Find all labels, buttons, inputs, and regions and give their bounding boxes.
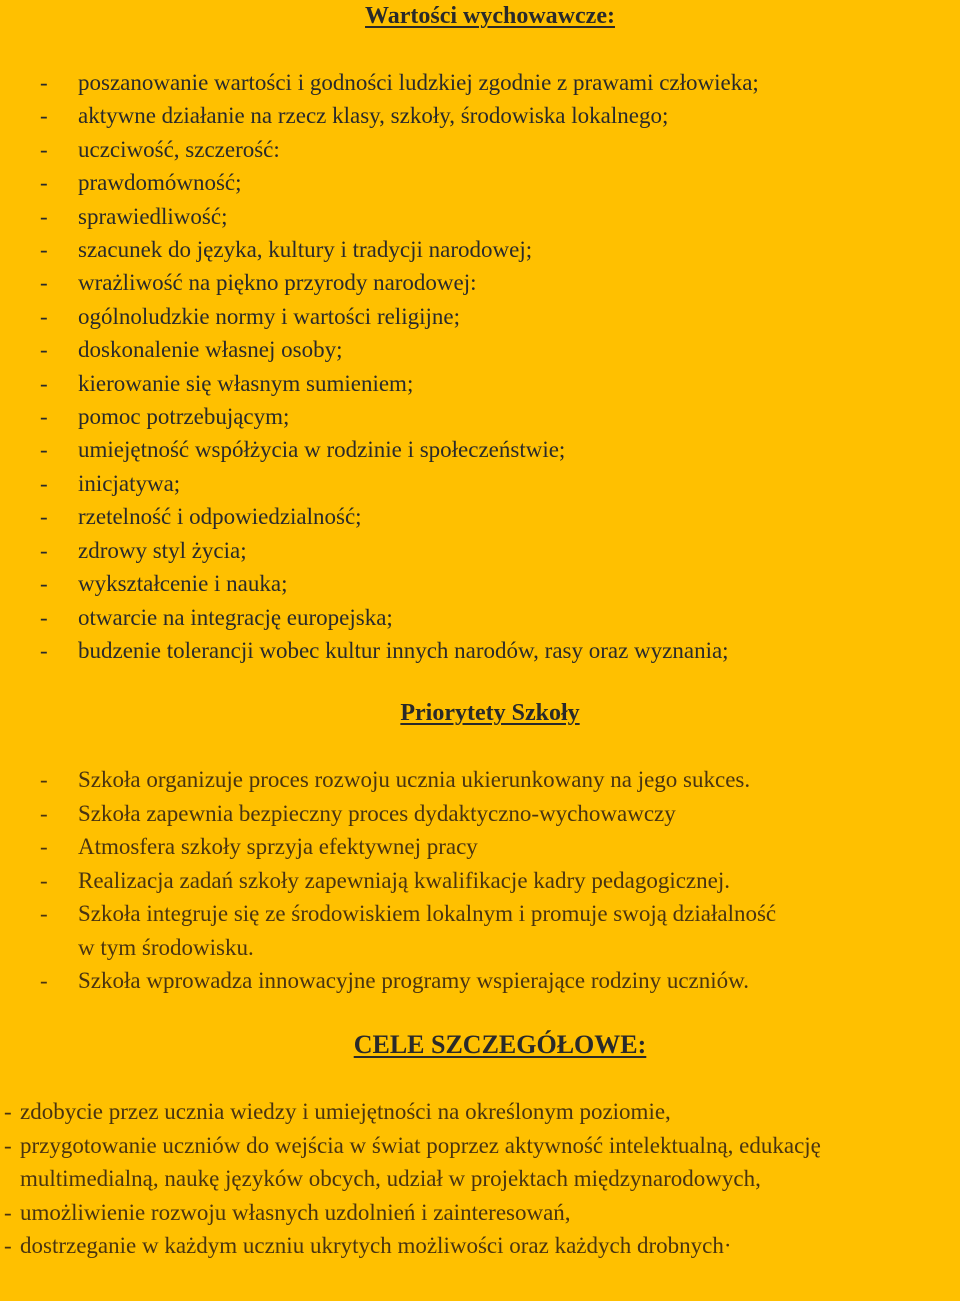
values-list xyxy=(0,66,960,667)
list-item: - ogólnoludzkie normy i wartości religijne; xyxy=(0,300,960,333)
list-item: - Szkoła wprowadza innowacyjne programy wspierające rodziny uczniów. xyxy=(0,964,960,998)
section-heading-goals: CELE SZCZEGÓŁOWE: xyxy=(353,1030,647,1059)
list-item: - otwarcie na integrację europejska; xyxy=(0,601,960,634)
list-item: - rzetelność i odpowiedzialność; xyxy=(0,500,960,533)
list-item: - Realizacja zadań szkoły zapewniają kwalifikacje kadry pedagogicznej. xyxy=(0,864,960,898)
list-item: - Atmosfera szkoły sprzyja efektywnej pracy xyxy=(0,830,960,864)
list-item: - szacunek do języka, kultury i tradycji narodowej; xyxy=(0,233,960,266)
list-item: - poszanowanie wartości i godności ludzkiej zgodnie z prawami człowieka; xyxy=(0,66,960,99)
list-item: - budzenie tolerancji wobec kultur innych narodów, rasy oraz wyznania; xyxy=(0,634,960,667)
list-item: - wrażliwość na piękno przyrody narodowej: xyxy=(0,266,960,299)
list-item: - sprawiedliwość; xyxy=(0,200,960,233)
list-item: - doskonalenie własnej osoby; xyxy=(0,333,960,366)
list-item: - pomoc potrzebującym; xyxy=(0,400,960,433)
list-item: - wykształcenie i nauka; xyxy=(0,567,960,600)
priorities-list xyxy=(0,763,960,998)
list-item: - inicjatywa; xyxy=(0,467,960,500)
list-item: - Szkoła integruje się ze środowiskiem lokalnym i promuje swoją działalność w tym środowisku. xyxy=(0,897,960,964)
section-heading-values: Wartości wychowawcze: xyxy=(365,3,615,29)
goals-list xyxy=(0,1095,960,1263)
list-item: - umiejętność współżycia w rodzinie i społeczeństwie; xyxy=(0,433,960,466)
section-heading-priorities: Priorytety Szkoły xyxy=(400,700,580,726)
list-item: - przygotowanie uczniów do wejścia w świat poprzez aktywność intelektualną, edukację multimedialną, naukę języków obcych, udział w projektach międzynarodowych, xyxy=(0,1129,960,1196)
list-item: - kierowanie się własnym sumieniem; xyxy=(0,367,960,400)
list-item: - prawdomówność; xyxy=(0,166,960,199)
list-item: - Szkoła zapewnia bezpieczny proces dydaktyczno-wychowawczy xyxy=(0,797,960,831)
list-item: - zdobycie przez ucznia wiedzy i umiejętności na określonym poziomie, xyxy=(0,1095,960,1129)
list-item: - aktywne działanie na rzecz klasy, szkoły, środowiska lokalnego; xyxy=(0,99,960,132)
list-item: - dostrzeganie w każdym uczniu ukrytych możliwości oraz każdych drobnych· xyxy=(0,1229,960,1263)
list-item: - uczciwość, szczerość: xyxy=(0,133,960,166)
list-item: - Szkoła organizuje proces rozwoju ucznia ukierunkowany na jego sukces. xyxy=(0,763,960,797)
list-item: - umożliwienie rozwoju własnych uzdolnień i zainteresowań, xyxy=(0,1196,960,1230)
list-item: - zdrowy styl życia; xyxy=(0,534,960,567)
